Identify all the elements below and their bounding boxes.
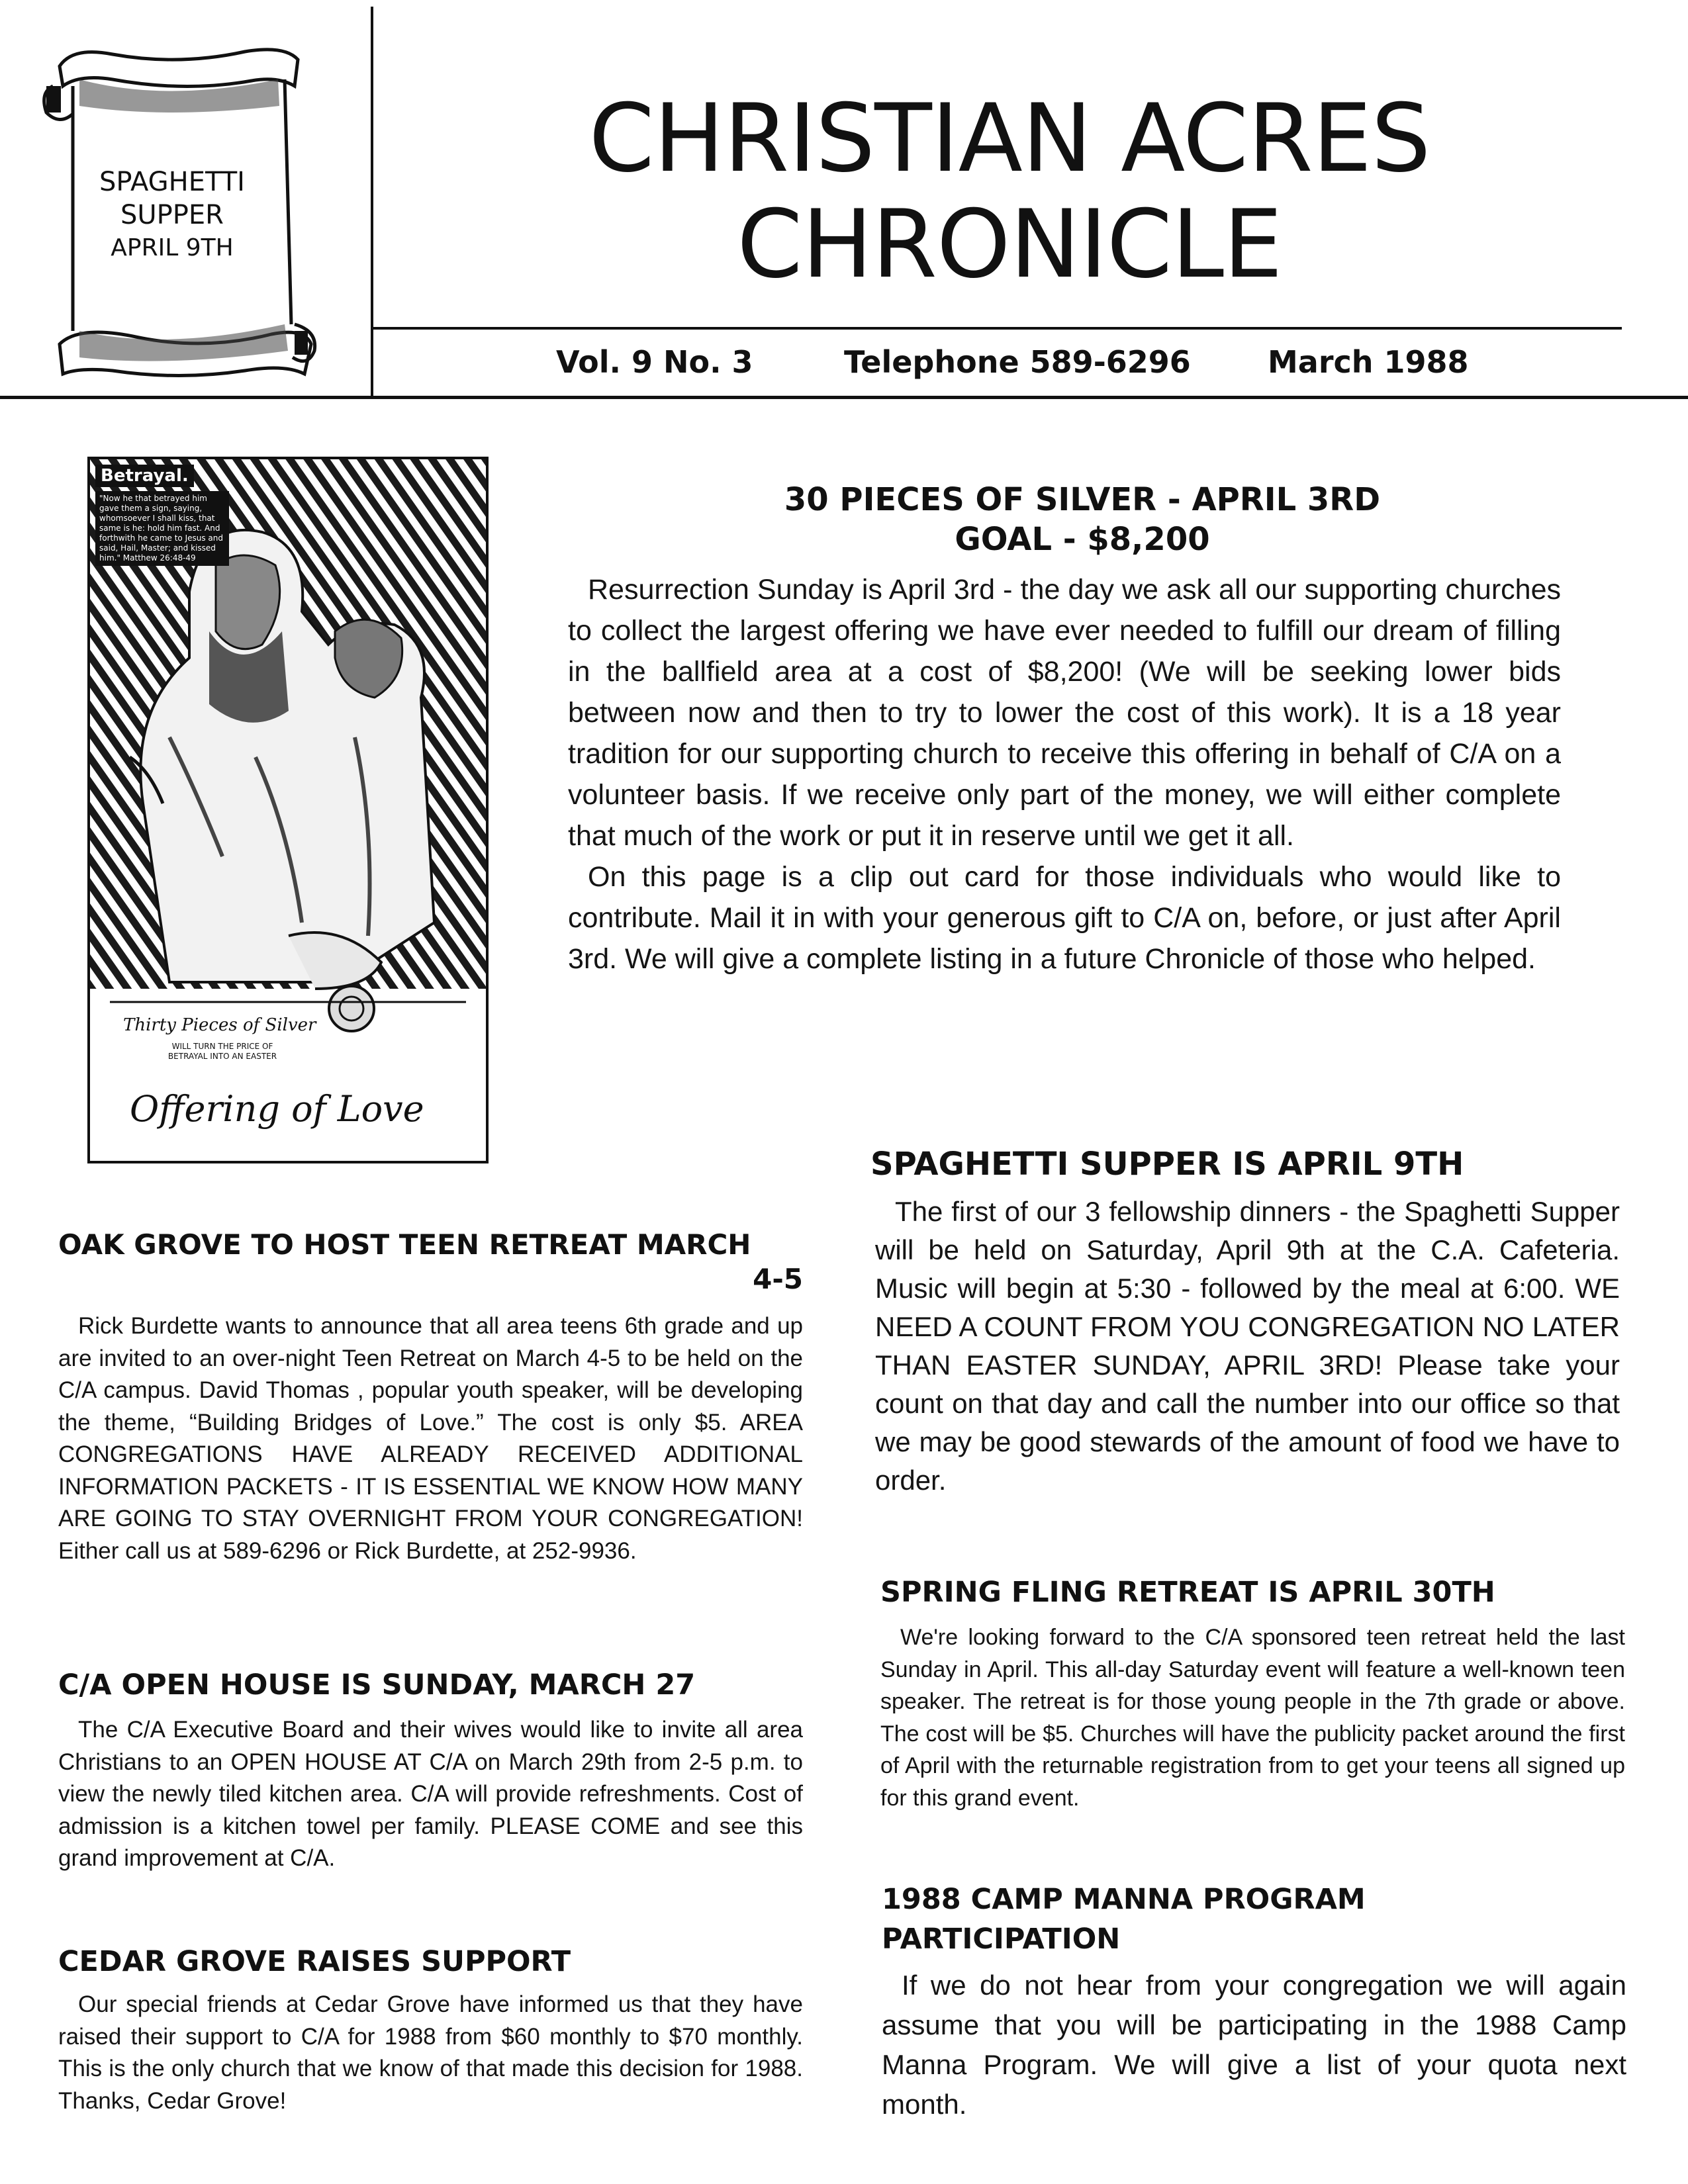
- scroll-banner-text: [73, 165, 271, 265]
- illustration-caption: Betrayal.: [95, 465, 194, 487]
- silver-paragraph-2: On this page is a clip out card for those individuals who would like to contribute. Mail it in with your generous gift to C/A on, before, or just after April 3rd. We will give a complete listing in a future Chronicle of those who helped.: [568, 861, 1561, 975]
- telephone-number: Telephone 589-6296: [844, 344, 1191, 380]
- spring-paragraph: We're looking forward to the C/A sponsored teen retreat held the last Sunday in April. This all-day Saturday event will feature a well-known teen speaker. The retreat is for those young people in the 7th grade or above. The cost will be $5. Churches will have the publicity packet around the first of April with the returnable registration from to get your teens all signed up for this grand event.: [880, 1625, 1625, 1811]
- manna-heading-line-1: 1988 CAMP MANNA PROGRAM: [882, 1883, 1366, 1916]
- silver-heading: [569, 480, 1595, 559]
- illustration-thirty-pieces: Thirty Pieces of Silver: [123, 1015, 316, 1035]
- spaghetti-paragraph: The first of our 3 fellowship dinners - the Spaghetti Supper will be held on Saturday, April 9th at the C.A. Cafeteria. Music will begin at 5:30 - followed by the meal at 6:00. WE NEED A COUNT FROM YOU CONGREGATION NO LATER THAN EASTER SUNDAY, APRIL 3RD! Please take your count on that day and call the number into our office so that we may be good stewards of the amount of food we have to order.: [875, 1196, 1620, 1496]
- silver-heading-line-1: 30 PIECES OF SILVER - APRIL 3RD: [784, 481, 1381, 518]
- scroll-line-3: APRIL 9TH: [111, 234, 234, 261]
- spaghetti-article: [875, 1193, 1620, 1500]
- spaghetti-heading: SPAGHETTI SUPPER IS APRIL 9TH: [870, 1146, 1464, 1183]
- open-house-paragraph: The C/A Executive Board and their wives would like to invite all area Christians to an OPEN HOUSE AT C/A on March 29th from 2-5 p.m. to view the newly tiled kitchen area. C/A will provide refreshments. Cost of admission is a kitchen towel per family. PLEASE COME and see this grand improvement at C/A.: [58, 1717, 803, 1871]
- cedar-paragraph: Our special friends at Cedar Grove have informed us that they have raised their support to C/A for 1988 from $60 monthly to $70 monthly. This is the only church that we know of that made this decision for 1988. Thanks, Cedar Grove!: [58, 1991, 803, 2114]
- open-house-heading: C/A OPEN HOUSE IS SUNDAY, MARCH 27: [58, 1668, 696, 1702]
- spring-article: [880, 1621, 1625, 1814]
- masthead-bottom-rule: [0, 396, 1688, 399]
- title-line-1: CHRISTIAN ACRES: [588, 84, 1430, 193]
- manna-heading-line-2: PARTICIPATION: [882, 1923, 1121, 1956]
- oak-heading: [58, 1228, 803, 1297]
- scroll-line-2: SUPPER: [120, 200, 224, 230]
- silver-heading-line-2: GOAL - $8,200: [955, 521, 1210, 558]
- open-house-article: [58, 1714, 803, 1875]
- masthead-vertical-rule: [371, 7, 373, 397]
- manna-paragraph: If we do not hear from your congregation we will again assume that you will be participating in the 1988 Camp Manna Program. We will give a list of your quota next month.: [882, 1970, 1626, 2120]
- scroll-banner: [33, 40, 324, 384]
- title-line-2: CHRONICLE: [737, 190, 1282, 299]
- cedar-heading: CEDAR GROVE RAISES SUPPORT: [58, 1945, 571, 1978]
- newsletter-title: [397, 86, 1622, 298]
- illustration-offering-of-love: Offering of Love: [130, 1088, 424, 1130]
- silver-article: [568, 569, 1561, 979]
- masthead-top-rule: [371, 327, 1622, 330]
- manna-heading: [882, 1880, 1626, 1959]
- oak-heading-line-2: 4-5: [753, 1263, 803, 1295]
- scroll-line-1: SPAGHETTI: [99, 167, 245, 197]
- manna-article: [882, 1966, 1626, 2124]
- illustration-fine-print: WILL TURN THE PRICE OF BETRAYAL INTO AN EASTER: [167, 1042, 277, 1061]
- volume-number: Vol. 9 No. 3: [556, 344, 753, 380]
- oak-paragraph: Rick Burdette wants to announce that all area teens 6th grade and up are invited to an over-night Teen Retreat on March 4-5 to be held on the C/A campus. David Thomas , popular youth speaker, will be developing the theme, “Building Bridges of Love.” The cost is only $5. AREA CONGREGATIONS HAVE ALREADY RECEIVED ADDITIONAL INFORMATION PACKETS - IT IS ESSENTIAL WE KNOW HOW MANY ARE GOING TO STAY OVERNIGHT FROM YOUR CONGREGATION! Either call us at 589-6296 or Rick Burdette, at 252-9936.: [58, 1313, 803, 1564]
- cedar-article: [58, 1989, 803, 2117]
- oak-heading-line-1: OAK GROVE TO HOST TEEN RETREAT MARCH: [58, 1228, 751, 1261]
- issue-date: March 1988: [1268, 344, 1469, 380]
- spring-heading: SPRING FLING RETREAT IS APRIL 30TH: [880, 1576, 1495, 1609]
- betrayal-illustration: [87, 457, 489, 1163]
- oak-article: [58, 1310, 803, 1567]
- silver-paragraph-1: Resurrection Sunday is April 3rd - the day we ask all our supporting churches to collect the largest offering we have ever needed to fulfill our dream of filling in the ballfield area at a cost of $8,200! (We will be seeking lower bids between now and then to try to lower the cost of this work). It is a 18 year tradition for our supporting church to receive this offering in behalf of C/A on a volunteer basis. If we receive only part of the money, we will either complete that much of the work or put it in reserve until we get it all.: [568, 574, 1561, 852]
- illustration-verse: "Now he that betrayed him gave them a sign, saying, whomsoever I shall kiss, that same is he: hold him fast. And forthwith he came to Jesus and said, Hail, Master; and kissed him." Matthew 26:48-49: [95, 491, 229, 566]
